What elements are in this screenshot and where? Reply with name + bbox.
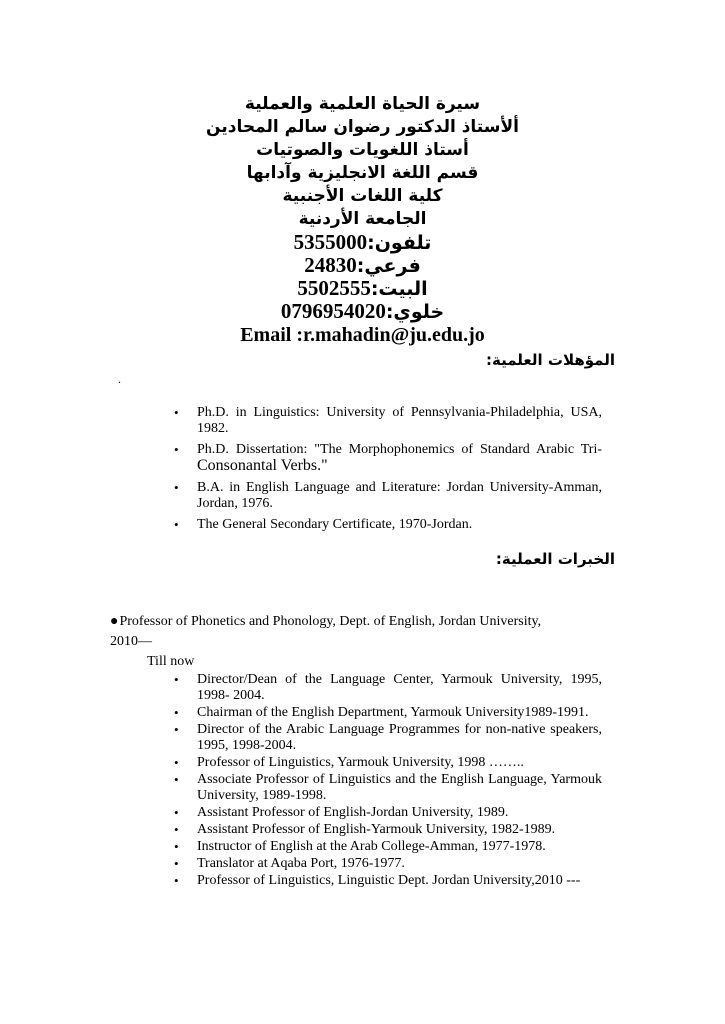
cv-faculty: كلية اللغات الأجنبية: [282, 186, 443, 206]
list-item: [172, 822, 602, 838]
mobile-line: [0, 300, 725, 323]
cv-university: الجامعة الأردنية: [298, 209, 427, 229]
bullet-icon: •: [174, 442, 179, 457]
experience-list: [172, 672, 602, 890]
cv-department: قسم اللغة الانجليزية وآدابها: [246, 163, 479, 183]
list-item: [172, 705, 602, 721]
bullet-icon: •: [174, 705, 179, 720]
list-item: [172, 805, 602, 821]
phone-label: تلفون:: [367, 232, 432, 254]
phone-line: [0, 231, 725, 254]
list-item: [172, 839, 602, 855]
list-item: [172, 480, 602, 512]
experience-text: Professor of Linguistics, Linguistic Dept. Jordan University,2010 ---: [197, 873, 581, 888]
experience-text: Assistant Professor of English-Yarmouk University, 1982-1989.: [197, 822, 556, 837]
experience-text: Professor of Linguistics, Yarmouk University, 1998 ……..: [197, 755, 524, 770]
bullet-icon: •: [174, 722, 179, 737]
lead-experience-item: [110, 612, 616, 632]
bullet-icon: •: [174, 772, 179, 787]
experience-text: Director of the Arabic Language Programmes for non-native speakers, 1995, 1998-2004.: [197, 722, 602, 753]
home-line: [0, 277, 725, 300]
list-item: [172, 405, 602, 437]
qualifications-list: [172, 405, 602, 538]
cv-header: [0, 93, 725, 347]
bullet-icon: •: [174, 839, 179, 854]
home-number: 5502555: [297, 276, 371, 300]
list-item: [172, 856, 602, 872]
bullet-icon: •: [174, 672, 179, 687]
list-item: [172, 672, 602, 704]
mobile-label: خلوي:: [385, 301, 445, 323]
extension-label: فرعي:: [356, 255, 421, 277]
cv-title: سيرة الحياة العلمية والعملية: [244, 94, 481, 114]
experience-text: Director/Dean of the Language Center, Yarmouk University, 1995, 1998- 2004.: [197, 672, 602, 703]
experience-text: Assistant Professor of English-Jordan University, 1989.: [197, 805, 509, 820]
qualification-text-cont: Consonantal Verbs.": [197, 457, 328, 474]
list-item: [172, 873, 602, 889]
bullet-icon: •: [174, 805, 179, 820]
bullet-icon: •: [174, 517, 179, 532]
lead-experience-cont: 2010—: [110, 634, 152, 649]
till-now-text: Till now: [147, 654, 195, 669]
bullet-icon: ●: [110, 614, 119, 629]
cv-name: ألأستاذ الدكتور رضوان سالم المحادين: [206, 117, 519, 137]
bullet-icon: •: [174, 873, 179, 888]
bullet-icon: •: [174, 405, 179, 420]
experience-text: Translator at Aqaba Port, 1976-1977.: [197, 856, 405, 871]
list-item: [172, 517, 602, 533]
cv-position: أستاذ اللغويات والصوتيات: [256, 140, 469, 160]
qualification-text: The General Secondary Certificate, 1970-Jordan.: [197, 517, 473, 532]
list-item: [172, 722, 602, 754]
list-item: [172, 772, 602, 804]
qualification-text: B.A. in English Language and Literature: Jordan University-Amman, Jordan, 1976.: [197, 480, 602, 511]
bullet-icon: •: [174, 480, 179, 495]
lead-experience-text: Professor of Phonetics and Phonology, Dept. of English, Jordan University,: [119, 614, 542, 629]
mobile-number: 0796954020: [280, 299, 386, 323]
stray-dot: .: [118, 372, 121, 386]
bullet-icon: •: [174, 856, 179, 871]
list-item: [172, 755, 602, 771]
experience-text: Instructor of English at the Arab College-Amman, 1977-1978.: [197, 839, 546, 854]
list-item: [172, 442, 602, 475]
extension-line: [0, 254, 725, 277]
qualifications-heading: المؤهلات العلمية:: [486, 351, 615, 369]
phone-number: 5355000: [293, 230, 368, 254]
qualification-text: Ph.D. in Linguistics: University of Pennsylvania-Philadelphia, USA, 1982.: [197, 405, 602, 436]
experience-text: Associate Professor of Linguistics and the English Language, Yarmouk University, 1989-1998.: [197, 772, 602, 803]
home-label: البيت:: [370, 278, 428, 300]
bullet-icon: •: [174, 822, 179, 837]
extension-number: 24830: [304, 253, 357, 277]
bullet-icon: •: [174, 755, 179, 770]
experience-heading: الخبرات العملية:: [495, 550, 615, 568]
email-line[interactable]: Email :r.mahadin@ju.edu.jo: [240, 324, 485, 346]
qualification-text: Ph.D. Dissertation: "The Morphophonemics of Standard Arabic Tri-: [197, 442, 602, 457]
experience-text: Chairman of the English Department, Yarmouk University1989-1991.: [197, 705, 589, 720]
